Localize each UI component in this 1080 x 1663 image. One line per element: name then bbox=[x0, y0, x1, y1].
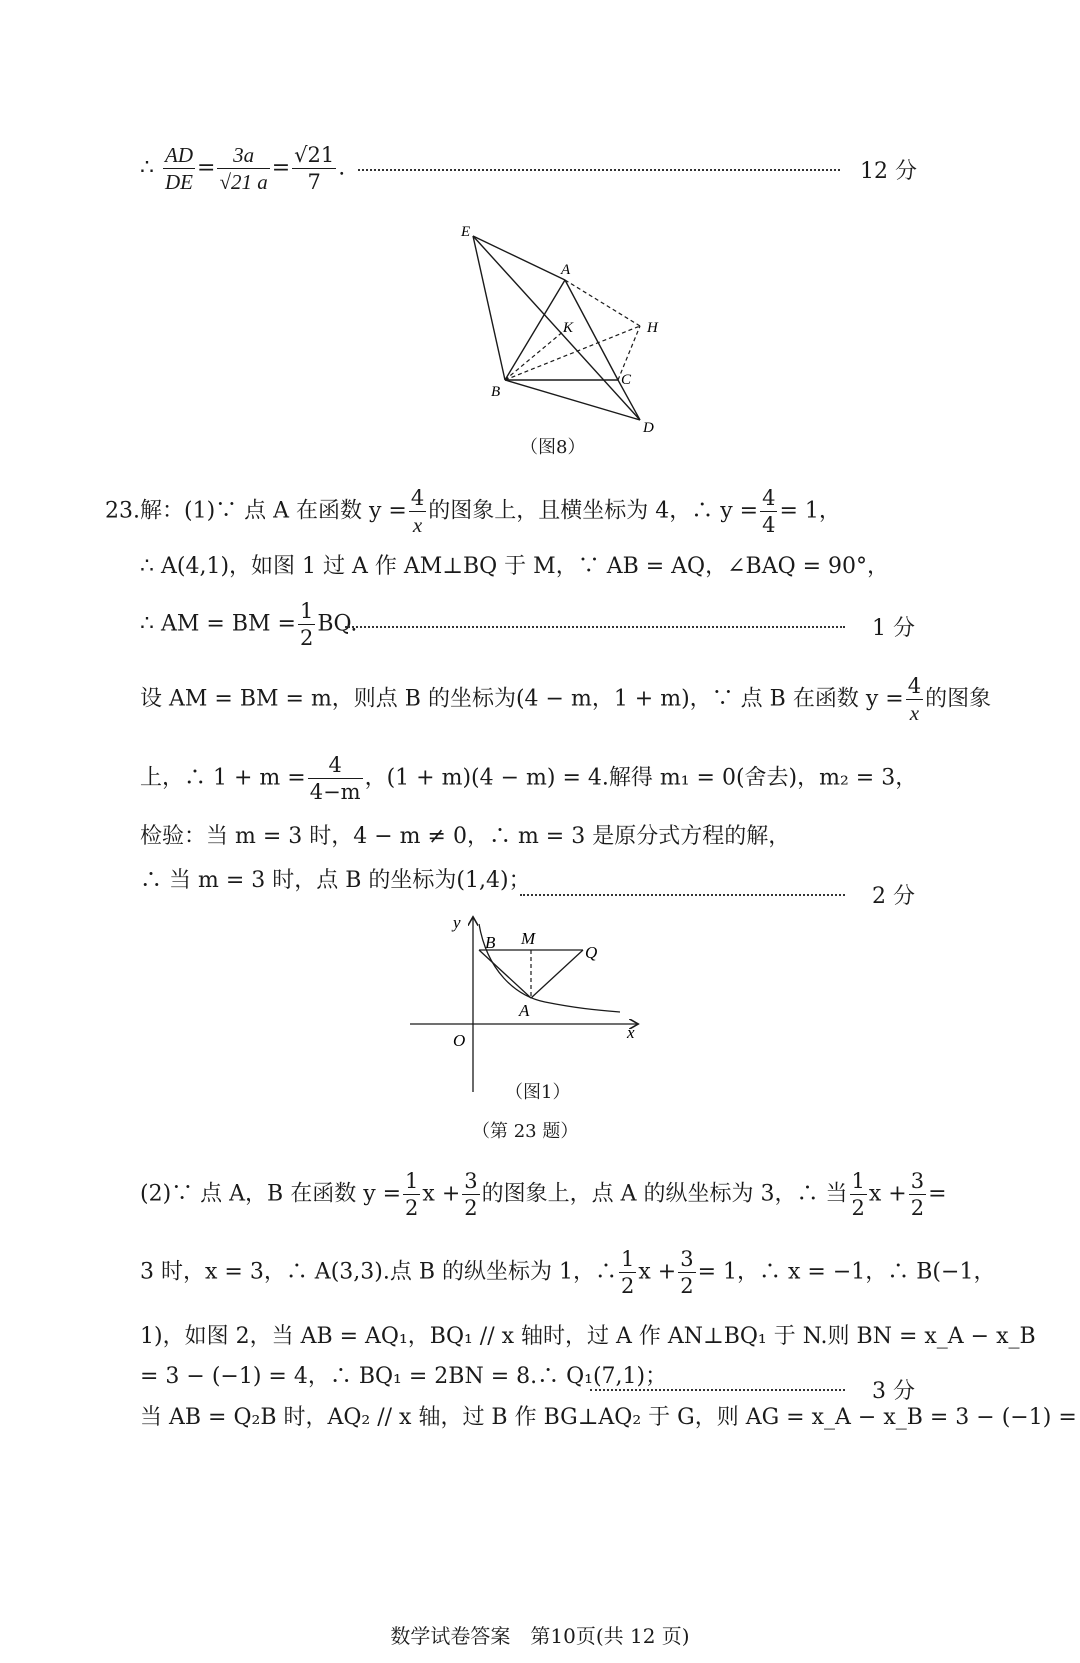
leader-dots bbox=[590, 1389, 845, 1391]
fraction-3-over-2: $\frac{3}{2}$ bbox=[910, 1169, 925, 1220]
label-o: O bbox=[453, 1031, 466, 1050]
part2-line-5: 当 AB = Q₂B 时，AQ₂ // x 轴，过 B 作 BG⊥AQ₂ 于 G，则 AG = x_A − x_B = 3 − (−1) = bbox=[140, 1405, 1077, 1430]
label-q: Q bbox=[585, 943, 598, 962]
q23-line-7: ∴ 当 m = 3 时，点 B 的坐标为(1,4)； bbox=[140, 868, 531, 893]
part2-line-2: 3 时，x = 3，∴ A(3,3).点 B 的纵坐标为 1，∴ $\frac{1}{2}$ x + $\frac{3}{2}$ = 1，∴ x = −1，∴ B(−1， bbox=[140, 1247, 996, 1298]
label-y: y bbox=[453, 913, 461, 932]
label-d: D bbox=[643, 420, 654, 436]
equals: = bbox=[271, 155, 291, 181]
edge-eb bbox=[473, 236, 505, 380]
q23-line-4: 设 AM = BM = m，则点 B 的坐标为(4 − m，1 + m)，∵ 点 B 在函数 y = $\frac{4}{x}$ 的图象 bbox=[140, 674, 992, 725]
leader-dots bbox=[358, 169, 840, 171]
label-b: B bbox=[491, 384, 501, 400]
fraction-3a: $\frac{3a}{√21 a}$ bbox=[219, 143, 268, 194]
label-x: x bbox=[627, 1023, 635, 1042]
question-23-caption: （第 23 题） bbox=[472, 1121, 579, 1142]
fraction-4-over-x: $\frac{4}{x}$ bbox=[410, 486, 425, 537]
fraction-1-over-2: $\frac{1}{2}$ bbox=[621, 1247, 635, 1298]
figure-1 bbox=[405, 910, 665, 1100]
equals: = bbox=[197, 155, 216, 181]
fraction-4-over-4: $\frac{4}{4}$ bbox=[762, 486, 776, 537]
q23-line-3: ∴ AM = BM = $\frac{1}{2}$ BQ. bbox=[140, 599, 358, 650]
label-k: K bbox=[563, 320, 574, 336]
fraction-3-over-2: $\frac{3}{2}$ bbox=[680, 1247, 694, 1298]
figure-8-caption: （图8） bbox=[520, 437, 586, 458]
score-3: 3 分 bbox=[872, 1379, 915, 1404]
fraction-4-over-4-minus-m: $\frac{4}{4-m}$ bbox=[309, 753, 361, 804]
therefore-symbol: ∴ bbox=[140, 155, 154, 181]
fraction-1-over-2: $\frac{1}{2}$ bbox=[299, 599, 314, 650]
edge-ea bbox=[473, 236, 565, 280]
fraction-4-over-x: $\frac{4}{x}$ bbox=[907, 674, 922, 725]
label-h: H bbox=[647, 320, 658, 336]
fraction-1-over-2: $\frac{1}{2}$ bbox=[851, 1169, 865, 1220]
fraction-ad-de: $\frac{AD}{DE}$ bbox=[165, 143, 193, 194]
segment-ba bbox=[479, 950, 531, 998]
page-footer: 数学试卷答案 第10页(共 12 页) bbox=[390, 1624, 690, 1648]
q23-line-1: 23.解：(1)∵ 点 A 在函数 y = $\frac{4}{x}$ 的图象上，且横坐标为 4，∴ y = $\frac{4}{4}$ = 1， bbox=[105, 486, 841, 537]
figure-1-caption: （图1） bbox=[505, 1082, 571, 1103]
score-2: 2 分 bbox=[872, 884, 915, 909]
fraction-sqrt21-7: $\frac{√21}{7}$ bbox=[294, 143, 335, 194]
label-m: M bbox=[521, 929, 536, 948]
score-1: 1 分 bbox=[872, 616, 915, 641]
leader-dots bbox=[345, 626, 845, 628]
leader-dots bbox=[520, 894, 845, 896]
fraction-1-over-2: $\frac{1}{2}$ bbox=[405, 1169, 419, 1220]
q23-line-6: 检验：当 m = 3 时，4 − m ≠ 0，∴ m = 3 是原分式方程的解， bbox=[140, 824, 791, 849]
dashed-ah bbox=[565, 280, 640, 326]
hyperbola-curve bbox=[479, 924, 620, 1012]
label-b: B bbox=[485, 933, 496, 952]
edge-bd bbox=[505, 380, 640, 420]
fraction-3-over-2: $\frac{3}{2}$ bbox=[464, 1169, 478, 1220]
label-e: E bbox=[461, 224, 471, 240]
score-12: 12 分 bbox=[860, 159, 917, 184]
part2-line-4: = 3 − (−1) = 4，∴ BQ₁ = 2BN = 8.∴ Q₁(7,1)； bbox=[140, 1364, 668, 1389]
label-a: A bbox=[561, 262, 571, 278]
q23-line-5: 上，∴ 1 + m = $\frac{4}{4-m}$ ，(1 + m)(4 − m) = 4.解得 m₁ = 0(舍去)，m₂ = 3， bbox=[140, 753, 918, 804]
dashed-bk bbox=[505, 330, 565, 380]
period: . bbox=[338, 155, 346, 181]
edge-ab bbox=[505, 280, 565, 380]
label-c: C bbox=[621, 372, 632, 388]
figure-8 bbox=[455, 222, 695, 442]
q23-line-2: ∴ A(4,1)，如图 1 过 A 作 AM⊥BQ 于 M，∵ AB = AQ，∠BAQ = 90°， bbox=[140, 554, 890, 579]
part2-line-1: (2)∵ 点 A，B 在函数 y = $\frac{1}{2}$ x + $\frac{3}{2}$ 的图象上，点 A 的纵坐标为 3，∴ 当 $\frac{1}{2}$ x + $\frac{3}{2}$ = bbox=[140, 1169, 947, 1220]
part2-line-3: 1)，如图 2，当 AB = AQ₁，BQ₁ // x 轴时，过 A 作 AN⊥BQ₁ 于 N.则 BN = x_A − x_B bbox=[140, 1324, 1036, 1349]
label-a: A bbox=[519, 1001, 530, 1020]
ratio-line bbox=[140, 142, 345, 195]
segment-aq bbox=[531, 950, 583, 998]
